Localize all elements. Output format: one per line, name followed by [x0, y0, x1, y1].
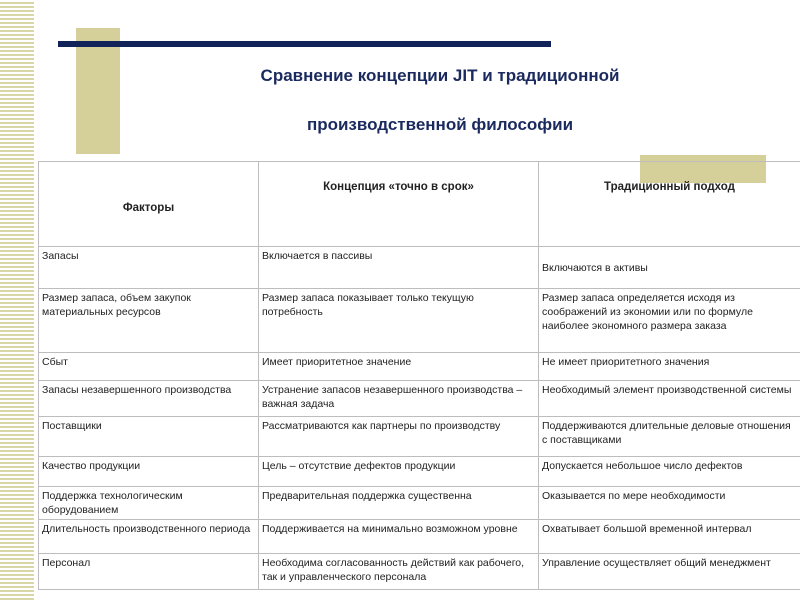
table-cell: Поддержка технологическим оборудованием: [39, 487, 259, 520]
table-cell: Качество продукции: [39, 457, 259, 487]
table-cell: Не имеет приоритетного значения: [539, 353, 800, 381]
table-cell: Размер запаса, объем закупок материальных ресурсов: [39, 289, 259, 353]
table-row: [39, 487, 800, 520]
table-cell: Поддерживается на минимально возможном уровне: [259, 520, 539, 554]
table-cell: Цель – отсутствие дефектов продукции: [259, 457, 539, 487]
table-cell: Устранение запасов незавершенного производства – важная задача: [259, 381, 539, 417]
header-jit: Концепция «точно в срок»: [259, 162, 539, 247]
table-row: [39, 289, 800, 353]
table-cell: Запасы незавершенного производства: [39, 381, 259, 417]
table-cell: Охватывает большой временной интервал: [539, 520, 800, 554]
table-row: [39, 520, 800, 554]
table-cell: Длительность производственного периода: [39, 520, 259, 554]
comparison-table: [38, 161, 800, 590]
table-cell: Управление осуществляет общий менеджмент: [539, 554, 800, 590]
decorative-stripes: [0, 0, 34, 600]
table-cell: Предварительная поддержка существенна: [259, 487, 539, 520]
table-cell: Поставщики: [39, 417, 259, 457]
header-factors: Факторы: [39, 162, 259, 247]
table-cell: Включаются в активы: [539, 247, 800, 289]
table-cell: Оказывается по мере необходимости: [539, 487, 800, 520]
page-title-line1: Сравнение концепции JIT и традиционной: [260, 66, 620, 85]
table-cell: Рассматриваются как партнеры по производству: [259, 417, 539, 457]
title-rule: [58, 41, 551, 47]
table-cell: Запасы: [39, 247, 259, 289]
table-row: [39, 417, 800, 457]
table-cell: Допускается небольшое число дефектов: [539, 457, 800, 487]
table-cell: Включается в пассивы: [259, 247, 539, 289]
table-cell: Размер запаса определяется исходя из соображений из экономии или по формуле наиболее экономного размера заказа: [539, 289, 800, 353]
table-cell: Размер запаса показывает только текущую потребность: [259, 289, 539, 353]
table-cell: Персонал: [39, 554, 259, 590]
page-title-line2: производственной философии: [306, 115, 574, 134]
header-traditional: Традиционный подход: [539, 162, 800, 247]
table-cell: Необходима согласованность действий как рабочего, так и управленческого персонала: [259, 554, 539, 590]
table-cell: Имеет приоритетное значение: [259, 353, 539, 381]
table-row: [39, 381, 800, 417]
table-row: [39, 457, 800, 487]
table-cell: Сбыт: [39, 353, 259, 381]
table-row: [39, 353, 800, 381]
table-header-row: [39, 162, 800, 247]
table-row: [39, 247, 800, 289]
table-cell: Необходимый элемент производственной системы: [539, 381, 800, 417]
table-cell: Поддерживаются длительные деловые отношения с поставщиками: [539, 417, 800, 457]
table-row: [39, 554, 800, 590]
